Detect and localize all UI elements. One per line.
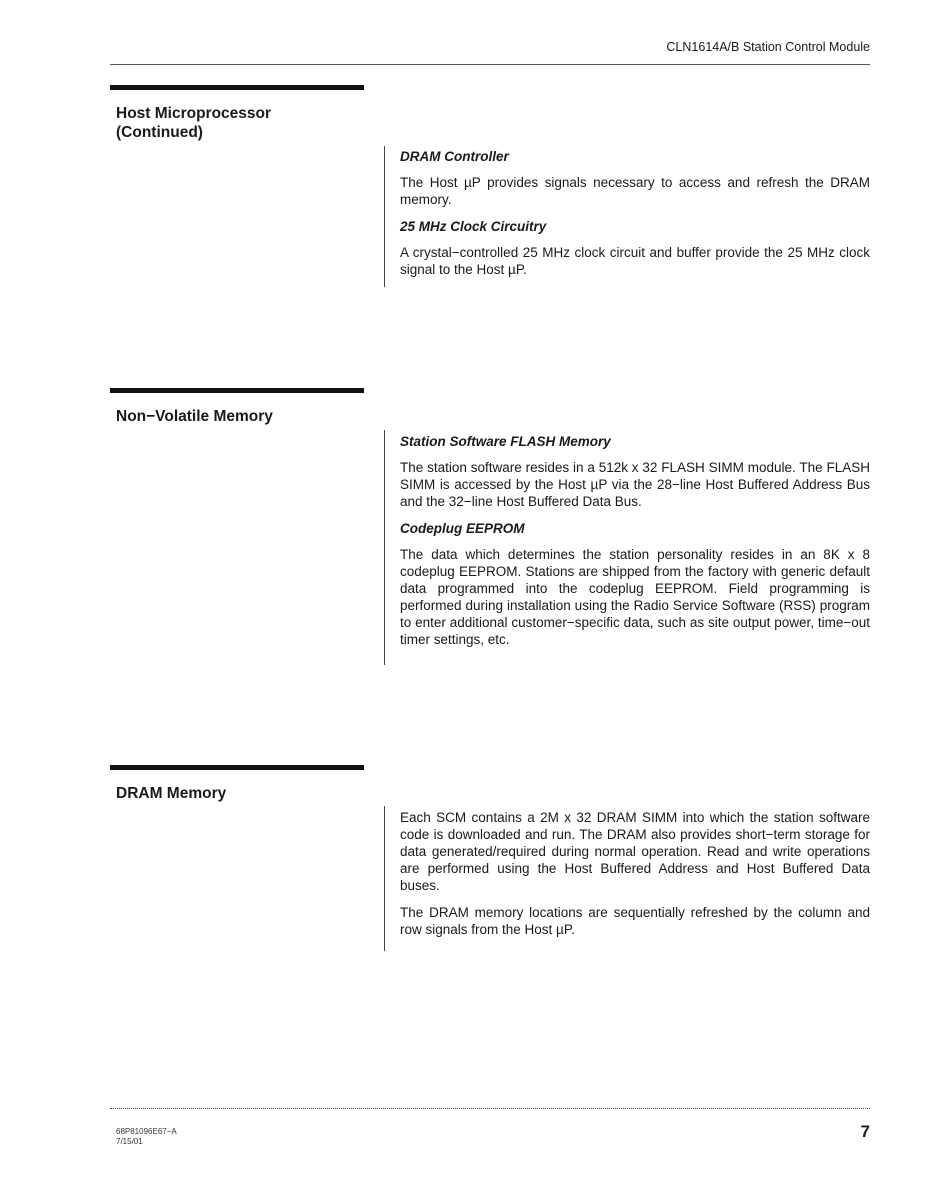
paragraph: The data which determines the station personality resides in an 8K x 8 codeplug EEPROM. Stations are shipped from the factory with generic default data programmed into the codeplug EEPROM. Field programming is performed during installation using the Radio Service Software (RSS) program to enter additional customer−specific data, such as site output power, time−out timer settings, etc. <box>400 547 870 647</box>
section-title-host-microprocessor <box>116 104 271 142</box>
section-bar-dram-memory <box>110 765 364 770</box>
footer-doc-info <box>116 1127 177 1147</box>
paragraph: A crystal−controlled 25 MHz clock circuit and buffer provide the 25 MHz clock signal to the Host µP. <box>400 245 870 277</box>
footer-rule <box>110 1108 870 1109</box>
section-title-non-volatile-memory: Non−Volatile Memory <box>116 408 273 425</box>
paragraph: The station software resides in a 512k x 32 FLASH SIMM module. The FLASH SIMM is accessed by the Host µP via the 28−line Host Buffered Address Bus and the 32−line Host Buffered Data Bus. <box>400 460 870 509</box>
section-title-line: (Continued) <box>116 124 203 141</box>
section-bar-host-microprocessor <box>110 85 364 90</box>
document-number: 68P81096E67−A <box>116 1127 177 1136</box>
paragraph: The DRAM memory locations are sequentially refreshed by the column and row signals from the Host µP. <box>400 905 870 937</box>
header-rule <box>110 64 870 65</box>
subsection-heading-clock-circuitry: 25 MHz Clock Circuitry <box>400 219 547 234</box>
paragraph: The Host µP provides signals necessary to access and refresh the DRAM memory. <box>400 175 870 207</box>
subsection-heading-dram-controller: DRAM Controller <box>400 149 509 164</box>
revision-date: 7/15/01 <box>116 1137 143 1146</box>
running-header: CLN1614A/B Station Control Module <box>666 40 870 54</box>
section-body-host-microprocessor <box>384 146 870 287</box>
subsection-heading-flash-memory: Station Software FLASH Memory <box>400 434 611 449</box>
section-title-line: Host Microprocessor <box>116 105 272 122</box>
section-body-non-volatile-memory <box>384 430 870 665</box>
section-title-dram-memory: DRAM Memory <box>116 785 227 802</box>
section-bar-non-volatile-memory <box>110 388 364 393</box>
paragraph: Each SCM contains a 2M x 32 DRAM SIMM into which the station software code is downloaded and run. The DRAM also provides short−term storage for data generated/required during normal operation. Read and write operations are performed using the Host Buffered Address and Host Buffered Data buses. <box>400 810 870 893</box>
page-number: 7 <box>860 1122 870 1141</box>
section-body-dram-memory <box>384 806 870 951</box>
subsection-heading-codeplug-eeprom: Codeplug EEPROM <box>400 521 525 536</box>
